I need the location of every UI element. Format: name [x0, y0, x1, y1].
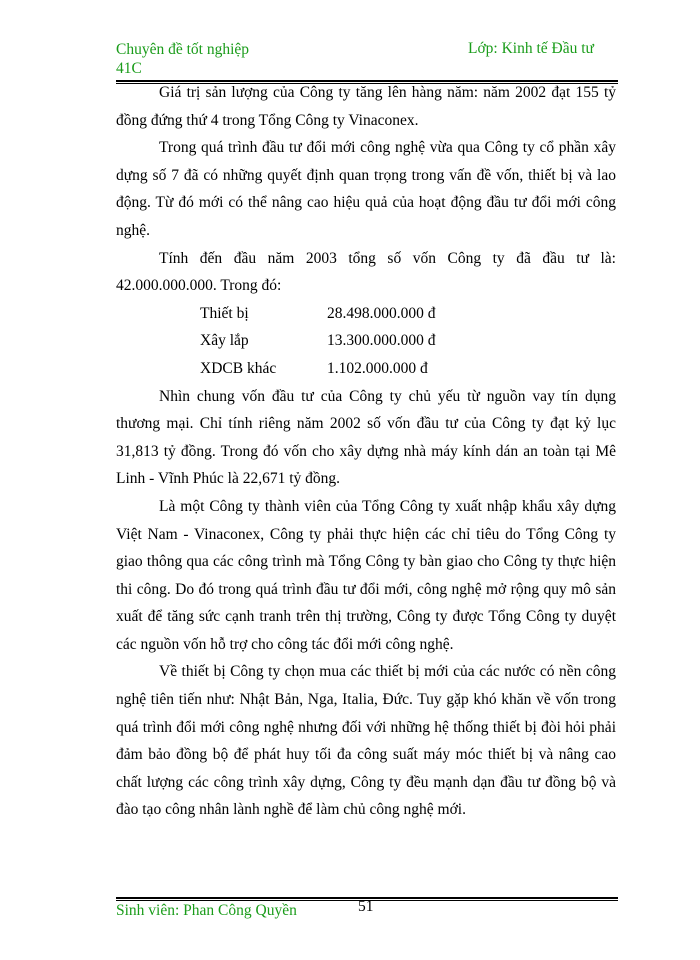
- investment-item-value: 13.300.000.000 đ: [327, 332, 436, 350]
- header-left: [116, 40, 249, 78]
- investment-breakdown-table: [200, 300, 436, 383]
- investment-item-label: Xây lắp: [200, 332, 249, 350]
- table-row: [200, 300, 436, 328]
- page-number: 51: [358, 898, 374, 915]
- investment-item-value: 28.498.000.000 đ: [327, 304, 436, 322]
- investment-item-label: XDCB khác: [200, 359, 277, 377]
- header-class-name: Lớp: Kinh tế Đầu tư: [468, 40, 594, 57]
- investment-item-label: Thiết bị: [200, 304, 249, 322]
- header-class-code: 41C: [116, 60, 142, 77]
- paragraph: Nhìn chung vốn đầu tư của Công ty chủ yếu từ nguồn vay tín dụng thương mại. Chỉ tính riêng năm 2002 số vốn đầu tư của Công ty đạt kỷ lục 31,813 tỷ đồng. Trong đó vốn cho xây dựng nhà máy kính dán an toàn tại Mê Linh - Vĩnh Phúc là 22,671 tỷ đồng.: [116, 387, 616, 488]
- footer-student-name: Sinh viên: Phan Công Quyền: [116, 902, 297, 919]
- paragraph: Giá trị sản lượng của Công ty tăng lên hàng năm: năm 2002 đạt 155 tỷ đồng đứng thứ 4 trong Tổng Công ty Vinaconex.: [116, 84, 616, 129]
- paragraph: Là một Công ty thành viên của Tổng Công ty xuất nhập khẩu xây dựng Việt Nam - Vinaconex, Công ty phải thực hiện các chỉ tiêu do Tổng Công ty giao thông qua các công trình mà Tổng Công ty bàn giao cho Công ty thực hiện thi công. Do đó trong quá trình đầu tư đổi mới, công nghệ mở rộng quy mô sản xuất để tăng sức cạnh tranh trên thị trường, Công ty được Tổng Công ty duyệt các nguồn vốn hỗ trợ cho công tác đổi mới công nghệ.: [116, 497, 616, 653]
- paragraph: Về thiết bị Công ty chọn mua các thiết bị mới của các nước có nền công nghệ tiên tiến như: Nhật Bản, Nga, Italia, Đức. Tuy gặp khó khăn về vốn trong quá trình đổi mới công nghệ nhưng đối với những hệ thống thiết bị đòi hỏi phải đảm bảo đồng bộ để phát huy tối đa công suất máy móc thiết bị và nâng cao chất lượng các công trình xây dựng, Công ty đều mạnh dạn đầu tư đồng bộ và đào tạo công nhân lành nghề để làm chủ công nghệ mới.: [116, 663, 616, 819]
- paragraph: Trong quá trình đầu tư đổi mới công nghệ vừa qua Công ty cổ phần xây dựng số 7 đã có những quyết định quan trọng trong vấn đề vốn, thiết bị và lao động. Từ đó mới có thể nâng cao hiệu quả của hoạt động đầu tư đổi mới công nghệ.: [116, 139, 616, 239]
- paragraph: Tính đến đầu năm 2003 tổng số vốn Công ty đã đầu tư là: 42.000.000.000. Trong đó:: [116, 249, 616, 295]
- document-body: [116, 79, 616, 824]
- investment-item-value: 1.102.000.000 đ: [327, 359, 428, 377]
- header-document-type: Chuyên đề tốt nghiệp: [116, 41, 250, 58]
- table-row: [200, 327, 436, 355]
- table-row: [200, 355, 436, 383]
